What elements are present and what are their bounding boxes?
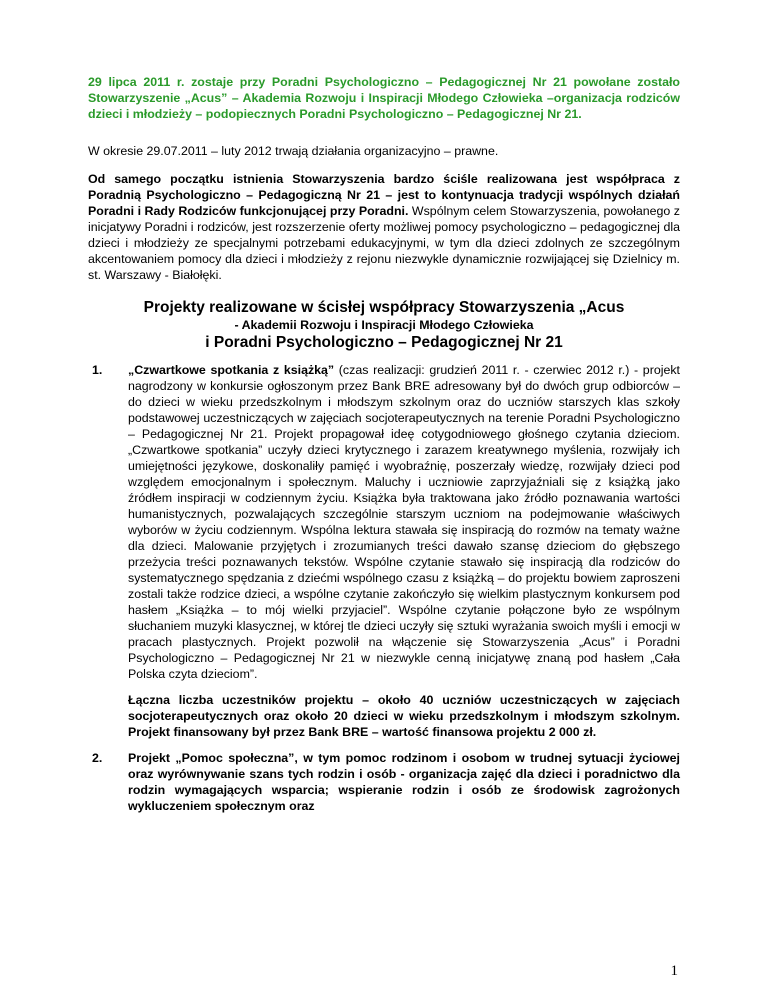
period-paragraph: W okresie 29.07.2011 – luty 2012 trwają działania organizacyjno – prawne. — [88, 144, 499, 158]
project-item-1 — [88, 362, 680, 740]
project-description: (czas realizacji: grudzień 2011 r. - czerwiec 2012 r.) - projekt nagrodzony w konkursie ogłoszonym przez Bank BRE adresowany był do dwóch grup odbiorców – do dzieci w wieku przedszkolnym i młodszym szkolnym oraz do uczniów starszych klas szkoły podstawowej uczestniczących w zajęciach socjoterapeutycznych na terenie Poradni Psychologiczno – Pedagogicznej Nr 21. Projekt propagował ideę cotygodniowego głośnego czytania dzieciom. „Czwartkowe spotkania” uczyły dzieci krytycznego i zarazem kreatywnego myślenia, rozwijały ich umiejętności językowe, doskonaliły pamięć i wyobraźnię, poszerzały wiedzę, rozwijały dzieci pod względem emocjonalnym i społecznym. Maluchy i uczniowie zaprzyjaźniali się z książką jako źródłem inspiracji w codziennym życiu. Książka była traktowana jako źródło poznawania wartości humanistycznych, pozwalających szczególnie starszym uczniom na podejmowanie właściwych wyborów w życiu codziennym. Wspólna lektura stawała się inspiracją do rozmów na tematy ważne dla dzieci. Malowanie przyjętych i zrozumianych treści dawało szansę dzieciom do głębszego przeżycia treści poznawanych tekstów. Wspólne czytanie stawało się inspiracją dla rodziców do systematycznego spędzania z dziećmi wspólnego czasu z książką – do projektu bowiem zaproszeni zostali także rodzice dzieci, a wspólne czytanie zakończyło się wielkim plastycznym konkursem pod hasłem „Książka – to mój wielki przyjaciel”. Wspólne czytanie połączone było ze wspólnym słuchaniem muzyki klasycznej, w której tle dzieci uczyły się sztuki wyrażania swoich myśli i emocji w pracach plastycznych. Projekt pozwolił na włączenie się Stowarzyszenia „Acus” i Poradni Psychologiczno – Pedagogicznej Nr 21 w niezwykle cenną inicjatywę znaną pod hasłem „Cała Polska czyta dzieciom”. — [128, 363, 680, 681]
cooperation-paragraph — [88, 171, 680, 283]
cooperation-text: Wspólnym celem Stowarzyszenia, powołanego z inicjatywy Poradni i rodziców, jest rozszerzenie oferty możliwej pomocy psychologiczno – pedagogicznej dla dzieci i młodzieży ze specjalnymi potrzebami edukacyjnymi, w tym dla dzieci zdolnych ze szczególnym akcentowaniem pomocy dla dzieci i młodzieży z rejonu niezwykle dynamicznie rozwijającej się Dzielnicy m. st. Warszawy - Białołęki. — [88, 204, 680, 282]
projects-heading — [88, 298, 680, 352]
project-title: „Czwartkowe spotkania z książką” — [128, 363, 335, 377]
intro-green-paragraph: 29 lipca 2011 r. zostaje przy Poradni Psychologiczno – Pedagogicznej Nr 21 powołane zostało Stowarzyszenie „Acus” – Akademia Rozwoju i Inspiracji Młodego Człowieka –organizacja rodziców dzieci i młodzieży – podopiecznych Poradni Psychologiczno – Pedagogicznej Nr 21. — [88, 75, 680, 121]
page-number: 1 — [670, 963, 678, 979]
project-number: 1. — [92, 363, 103, 377]
projects-list — [88, 362, 680, 814]
heading-line-2: - Akademii Rozwoju i Inspiracji Młodego Człowieka — [234, 318, 534, 332]
cooperation-bold-text: Od samego początku istnienia Stowarzyszenia bardzo ściśle realizowana jest współpraca z Poradnią Psychologiczno – Pedagogiczną Nr 21 – jest to kontynuacja tradycji wspólnych działań Poradni i Rady Rodziców funkcjonującej przy Poradni. — [88, 172, 680, 218]
heading-line-1: Projekty realizowane w ścisłej współpracy Stowarzyszenia „Acus — [143, 299, 625, 316]
document-page — [88, 64, 680, 814]
project-description: Projekt „Pomoc społeczna”, w tym pomoc rodzinom i osobom w trudnej sytuacji życiowej oraz wyrównywanie szans tych rodzin i osób - organizacja zajęć dla dzieci i poradnictwo dla rodzin wymagających wsparcia; wspieranie rodzin i osób ze środowisk zagrożonych wykluczeniem społecznym oraz — [128, 751, 680, 813]
project-summary: Łączna liczba uczestników projektu – około 40 uczniów uczestniczących w zajęciach socjoterapeutycznych oraz około 20 dzieci w wieku przedszkolnym i młodszym szkolnym. Projekt finansowany był przez Bank BRE – wartość finansowa projektu 2 000 zł. — [128, 693, 680, 739]
project-item-2 — [88, 750, 680, 814]
heading-line-3: i Poradni Psychologiczno – Pedagogicznej Nr 21 — [205, 334, 563, 351]
project-number: 2. — [92, 751, 103, 765]
